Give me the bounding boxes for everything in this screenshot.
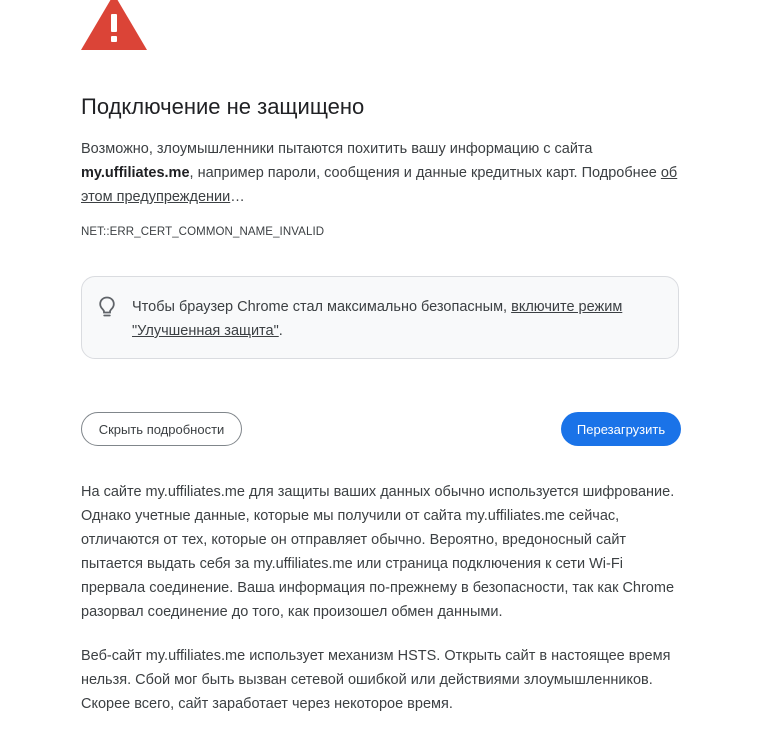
reload-button[interactable]: Перезагрузить [561, 412, 681, 446]
enhanced-protection-period: . [278, 323, 283, 339]
error-code: NET::ERR_CERT_COMMON_NAME_INVALID [81, 226, 325, 238]
intro-text [81, 137, 691, 209]
hsts-paragraph: Веб-сайт my.uffiliates.me использует механизм HSTS. Открыть сайт в настоящее время нельзя. Сбой мог быть вызван сетевой ошибкой или действиями злоумышленников. Скорее всего, сайт заработает через некоторое время. [81, 648, 671, 712]
enhanced-protection-box [81, 276, 679, 359]
site-host: my.uffiliates.me [81, 165, 190, 181]
enhanced-protection-text [132, 295, 652, 343]
page-title: Подключение не защищено [81, 94, 365, 119]
learn-more-link[interactable]: об этом предупреждении [81, 165, 678, 205]
warning-triangle-icon [81, 0, 147, 50]
intro-text-before: Возможно, злоумышленники пытаются похитить вашу информацию с сайта [81, 141, 593, 157]
details-paragraph: На сайте my.uffiliates.me для защиты ваших данных обычно используется шифрование. Однако учетные данные, которые мы получили от сайта my.uffiliates.me сейчас, отличаются от тех, которые он отправляет обычно. Вероятно, вредоносный сайт пытается выдать себя за my.uffiliates.me или страница подключения к сети Wi-Fi прервала соединение. Ваша информация по-прежнему в безопасности, так как Chrome разорвал соединение до того, как произошел обмен данными. [81, 484, 675, 620]
lightbulb-icon [98, 296, 116, 318]
enhanced-protection-prompt: Чтобы браузер Chrome стал максимально безопасным, [132, 299, 512, 315]
intro-ellipsis: … [230, 189, 245, 205]
intro-text-after: , например пароли, сообщения и данные кредитных карт. Подробнее [189, 165, 661, 181]
enable-enhanced-protection-link[interactable]: включите режим "Улучшенная защита" [132, 299, 623, 339]
hide-details-button[interactable]: Скрыть подробности [81, 412, 242, 446]
